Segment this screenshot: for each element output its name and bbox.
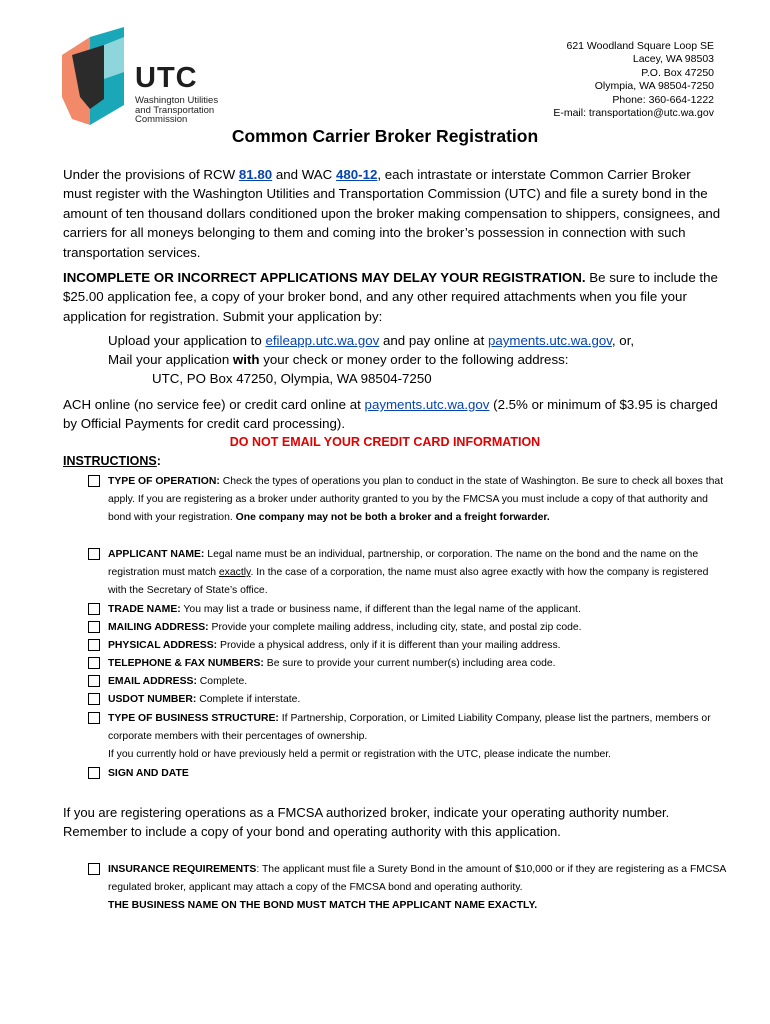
- insurance-checkbox[interactable]: [88, 863, 100, 875]
- telephone-fax-checkbox[interactable]: [88, 657, 100, 669]
- applicant-name-checkbox[interactable]: [88, 548, 100, 560]
- mail-address: UTC, PO Box 47250, Olympia, WA 98504-7250: [152, 371, 432, 386]
- address-line: P.O. Box 47250: [641, 66, 714, 79]
- instructions-heading: INSTRUCTIONS:: [63, 454, 161, 468]
- mailing-address-checkbox[interactable]: [88, 621, 100, 633]
- checklist-item-telephone-fax: TELEPHONE & FAX NUMBERS: Be sure to provide your current number(s) including area code.: [88, 655, 728, 673]
- checklist-item-usdot-number: USDOT NUMBER: Complete if interstate.: [88, 691, 728, 709]
- ach-paragraph: ACH online (no service fee) or credit card online at payments.utc.wa.gov (2.5% or minimum of $3.95 is charged by Official Payments for credit card processing).: [63, 397, 718, 432]
- business-structure-checkbox[interactable]: [88, 712, 100, 724]
- checklist-item-insurance: INSURANCE REQUIREMENTS: The applicant must file a Surety Bond in the amount of $10,000 or if they are registering as a FMCSA regulated broker, applicant may attach a copy of the FMCSA bond and operating authority. THE BUSINESS NAME ON THE BOND MUST MATCH THE APPLICANT NAME EXACTLY.: [88, 861, 728, 916]
- checklist-item-sign-and-date: SIGN AND DATE: [88, 765, 728, 783]
- physical-address-checkbox[interactable]: [88, 639, 100, 651]
- usdot-number-checkbox[interactable]: [88, 693, 100, 705]
- wac-link[interactable]: 480-12: [335, 167, 378, 182]
- address-line: 621 Woodland Square Loop SE: [566, 40, 714, 52]
- type-of-operation-checkbox[interactable]: [88, 475, 100, 487]
- page-title: Common Carrier Broker Registration: [231, 126, 539, 146]
- upload-line: Upload your application to efileapp.utc.wa.gov and pay online at payments.utc.wa.gov, or,: [108, 333, 635, 348]
- checklist-item-trade-name: TRADE NAME: You may list a trade or business name, if different than the legal name of the applicant.: [88, 601, 728, 619]
- mail-line: Mail your application with your check or money order to the following address:: [108, 352, 569, 367]
- payments-link[interactable]: payments.utc.wa.gov: [487, 333, 612, 348]
- rcw-link[interactable]: 81.80: [238, 167, 273, 182]
- address-line: Phone: 360-664-1222: [612, 93, 714, 106]
- checklist-item-email-address: EMAIL ADDRESS: Complete.: [88, 673, 728, 691]
- checklist-item-type-of-operation: TYPE OF OPERATION: Check the types of operations you plan to conduct in the state of Washington. Be sure to check all boxes that apply. If you are registering as a broker under authority granted to you by the FMCSA you must include a copy of that authority and bond with your registration. One company may not be both a broker and a freight forwarder.: [88, 473, 728, 528]
- trade-name-checkbox[interactable]: [88, 603, 100, 615]
- intro-paragraph: Under the provisions of RCW 81.80 and WAC 480-12, each intrastate or interstate Common Carrier Broker must register with the Washington Utilities and Transportation Commission (UTC) and file a surety bond in the amount of ten thousand dollars conditioned upon the broker making compensation to shippers, consignees, and carriers for all moneys belonging to them and coming into the broker’s possession in connection with such transportation services.: [63, 167, 721, 260]
- email-address-checkbox[interactable]: [88, 675, 100, 687]
- fmcsa-paragraph: If you are registering operations as a FMCSA authorized broker, indicate your operating authority number. Remember to include a copy of your bond and operating authority with this application.: [63, 805, 670, 839]
- checklist-item-applicant-name: APPLICANT NAME: Legal name must be an individual, partnership, or corporation. The name on the bond and the name on the registration must match exactly. In the case of a corporation, the name must also agree exactly with how the company is registered with the Secretary of State’s office.: [88, 546, 728, 601]
- incomplete-paragraph: INCOMPLETE OR INCORRECT APPLICATIONS MAY DELAY YOUR REGISTRATION. Be sure to include the $25.00 application fee, a copy of your broker bond, and any other required attachments when you file your application for registration. Submit your application by:: [63, 270, 718, 324]
- address-line: Lacey, WA 98503: [632, 53, 714, 66]
- credit-card-warning: DO NOT EMAIL YOUR CREDIT CARD INFORMATION: [229, 435, 541, 449]
- checklist-item-mailing-address: MAILING ADDRESS: Provide your complete mailing address, including city, state, and postal zip code.: [88, 619, 728, 637]
- checklist-item-physical-address: PHYSICAL ADDRESS: Provide a physical address, only if it is different than your mailing address.: [88, 637, 728, 655]
- logo-wordmark: UTC: [135, 62, 198, 94]
- ach-payments-link[interactable]: payments.utc.wa.gov: [364, 397, 490, 412]
- sign-and-date-checkbox[interactable]: [88, 767, 100, 779]
- efile-link[interactable]: efileapp.utc.wa.gov: [265, 333, 380, 348]
- address-line: E-mail: transportation@utc.wa.gov: [553, 107, 714, 120]
- logo-subtitle: Washington Utilities and Transportation Commission: [135, 95, 219, 125]
- address-block: [553, 40, 714, 120]
- checklist-item-business-structure: TYPE OF BUSINESS STRUCTURE: If Partnership, Corporation, or Limited Liability Company, please list the partners, members or corporate members with their percentages of ownership. If you currently hold or have previously held a permit or registration with the UTC, please indicate the number.: [88, 710, 728, 765]
- address-line: Olympia, WA 98504-7250: [594, 80, 714, 93]
